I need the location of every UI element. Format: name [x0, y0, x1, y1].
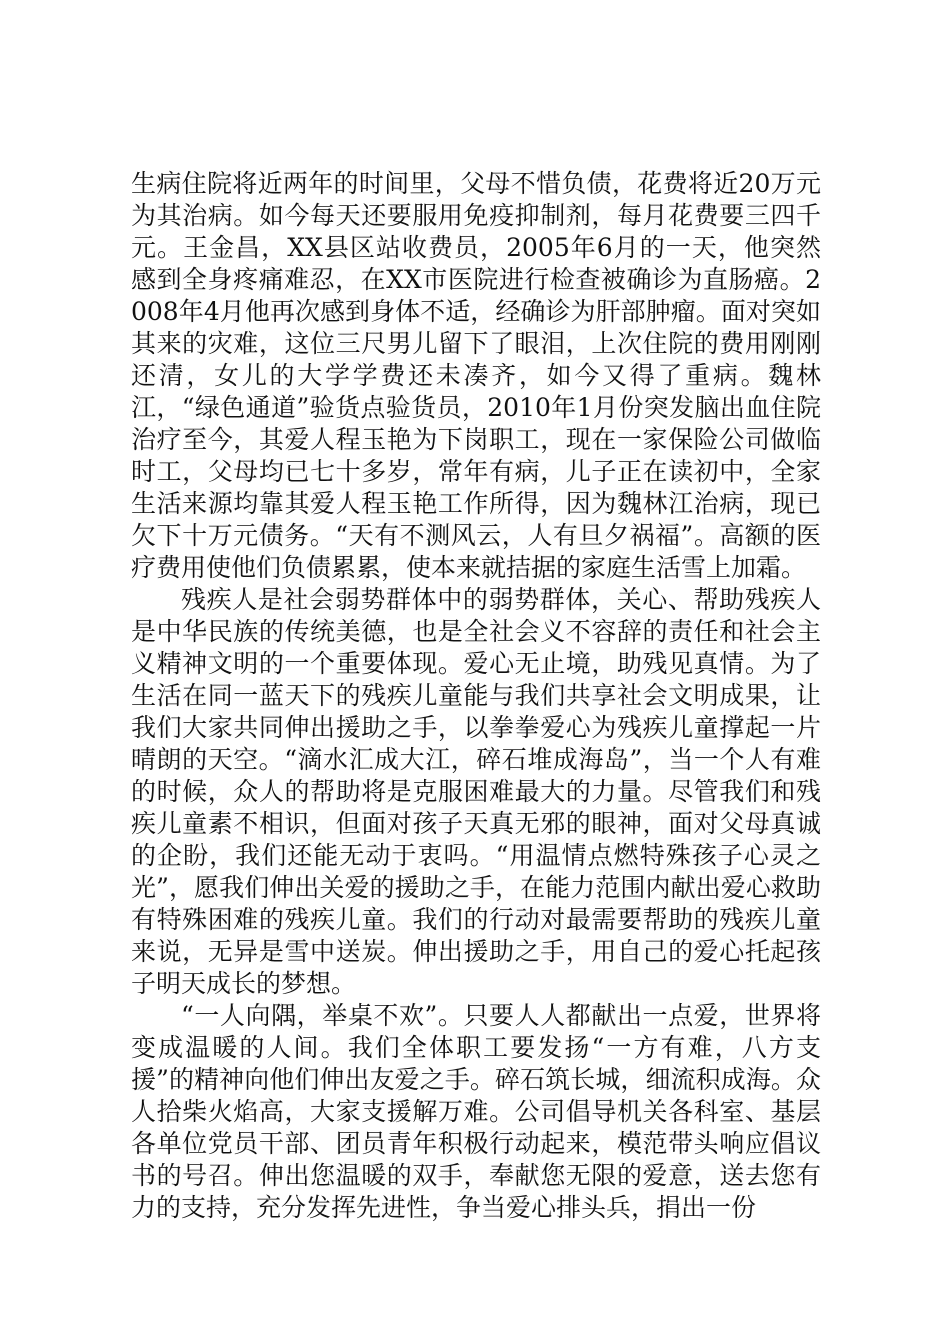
paragraph-1: 生病住院将近两年的时间里，父母不惜负债，花费将近20万元为其治病。如今每天还要服用免疫抑制剂，每月花费要三四千元。王金昌，XX县区站收费员，2005年6月的一天，他突然感到全身疼痛难忍，在XX市医院进行检查被确诊为直肠癌。2008年4月他再次感到身体不适，经确诊为肝部肿瘤。面对突如其来的灾难，这位三尺男儿留下了眼泪，上次住院的费用刚刚还清，女儿的大学学费还未凑齐，如今又得了重病。魏林江，“绿色通道”验货点验货员，2010年1月份突发脑出血住院治疗至今，其爱人程玉艳为下岗职工，现在一家保险公司做临时工，父母均已七十多岁，常年有病，儿子正在读初中，全家生活来源均靠其爱人程玉艳工作所得，因为魏林江治病，现已欠下十万元债务。“天有不测风云，人有旦夕祸福”。高额的医疗费用使他们负债累累，使本来就拮据的家庭生活雪上加霜。	[131, 169, 821, 582]
paragraph-3: “一人向隅，举桌不欢”。只要人人都献出一点爱，世界将变成温暖的人间。我们全体职工要发扬“一方有难，八方支援”的精神向他们伸出友爱之手。碎石筑长城，细流积成海。众人拾柴火焰高，大家支援解万难。公司倡导机关各科室、基层各单位党员干部、团员青年积极行动起来，模范带头响应倡议书的号召。伸出您温暖的双手，奉献您无限的爱意，送去您有力的支持，充分发挥先进性，争当爱心排头兵，捐出一份	[131, 1001, 821, 1222]
paragraph-2: 残疾人是社会弱势群体中的弱势群体，关心、帮助残疾人是中华民族的传统美德，也是全社会义不容辞的责任和社会主义精神文明的一个重要体现。爱心无止境，助残见真情。为了生活在同一蓝天下的残疾儿童能与我们共享社会文明成果，让我们大家共同伸出援助之手，以拳拳爱心为残疾儿童撑起一片晴朗的天空。“滴水汇成大江，碎石堆成海岛”，当一个人有难的时候，众人的帮助将是克服困难最大的力量。尽管我们和残疾儿童素不相识，但面对孩子天真无邪的眼神，面对父母真诚的企盼，我们还能无动于衷吗。“用温情点燃特殊孩子心灵之光”，愿我们伸出关爱的援助之手，在能力范围内献出爱心救助有特殊困难的残疾儿童。我们的行动对最需要帮助的残疾儿童来说，无异是雪中送炭。伸出援助之手，用自己的爱心托起孩子明天成长的梦想。	[131, 585, 821, 998]
document-body	[131, 168, 821, 1224]
